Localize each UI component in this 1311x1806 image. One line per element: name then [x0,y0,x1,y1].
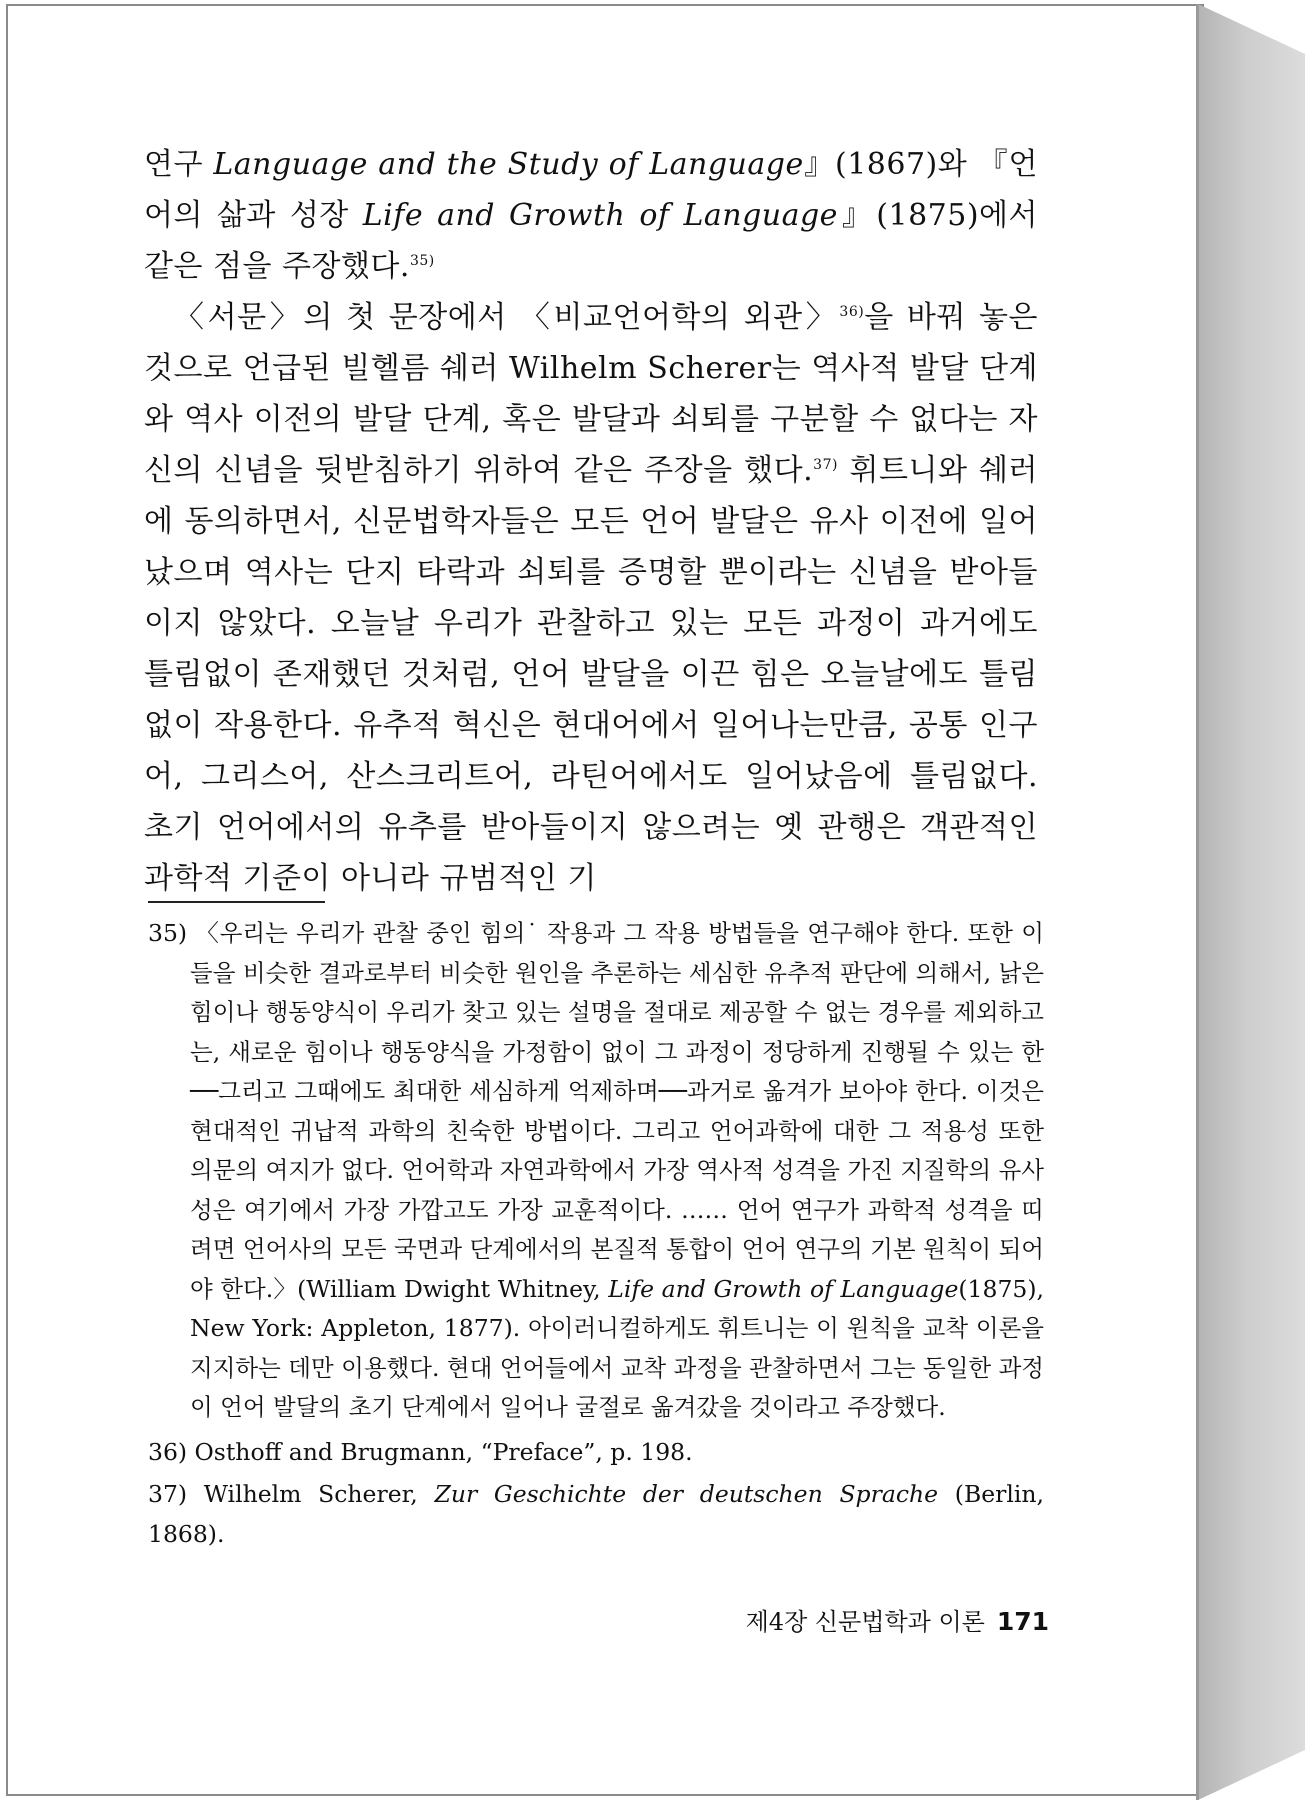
text-run: 』(1875)에서 같은 점을 주장했다. [144,198,1039,284]
page-edge [1196,4,1199,1800]
paragraph-1 [144,139,1038,292]
title-italic: Language and the Study of Language [213,147,804,182]
text-run: 35) 〈우리는 우리가 관찰 중인 힘의˙ 작용과 그 작용 방법들을 연구해야 한다. 또한 이들을 비슷한 결과로부터 비슷한 원인을 추론하는 세심한 유추적 판단에 의해서, 낡은 힘이나 행동양식이 우리가 찾고 있는 설명을 절대로 제공할 수 없는 경우를 제외하고는, 새로운 힘이나 행동양식을 가정함이 없이 그 과정이 정당하게 진행될 수 있는 한──그리고 그때에도 최대한 세심하게 억제하며──과거로 옮겨가 보아야 한다. 이것은 현대적인 귀납적 과학의 친숙한 방법이다. 그리고 언어과학에 대한 그 적용성 또한 의문의 여지가 없다. 언어학과 자연과학에서 가장 역사적 성격을 가진 지질학의 유사성은 여기에서 가장 가깝고도 가장 교훈적이다. …… 언어 연구가 과학적 성격을 띠려면 언어사의 모든 국면과 단계에서의 본질적 통합이 언어 연구의 기본 원칙이 되어야 한다.〉(William Dwight Whitney, [148,919,1045,1303]
footnote-35 [148,914,1044,1428]
book-page [6,4,1204,1796]
footnote-ref-35[interactable]: 35) [409,253,435,269]
footnote-37 [148,1474,1044,1554]
running-footer [728,1602,1049,1637]
page-number: 171 [996,1607,1049,1636]
text-run: 휘트니와 쉐러에 동의하면서, 신문법학자들은 모든 언어 발달은 유사 이전에 일어났으며 역사는 단지 타락과 쇠퇴를 증명할 뿐이라는 신념을 받아들이지 않았다. 오늘날 우리가 관찰하고 있는 모든 과정이 과거에도 틀림없이 존재했던 것처럼, 언어 발달을 이끈 힘은 오늘날에도 틀림없이 작용한다. 유추적 혁신은 현대어에서 일어나는만큼, 공통 인구어, 그리스어, 산스크리트어, 라틴어에서도 일어났음에 틀림없다. 초기 언어에서의 유추를 받아들이지 않으려는 옛 관행은 객관적인 과학적 기준이 아니라 규범적인 기 [144,453,1039,896]
text-run: (Berlin, 1868). [148,1479,1045,1548]
title-italic: Life and Growth of Language [608,1274,959,1303]
text-run: 』(1867)와 『언어의 삶과 성장 [144,147,1038,233]
footnote-ref-37[interactable]: 37) [813,457,838,473]
text-run: 을 바꿔 놓은 것으로 언급된 빌헬름 쉐러 Wilhelm Scherer는 역사적 발달 단계와 역사 이전의 발달 단계, 혹은 발달과 쇠퇴를 구분할 수 없다는 자신의 신념을 뒷받침하기 위하여 같은 주장을 했다. [144,300,1038,488]
text-run: 〈서문〉의 첫 문장에서 〈비교언어학의 외관〉 [174,300,840,335]
footnote-36: 36) Osthoff and Brugmann, “Preface”, p. 198. [148,1437,693,1466]
book-spine [1198,4,1305,1800]
title-italic: Zur Geschichte der deutschen Sprache [434,1479,939,1508]
footnote-divider [148,901,325,903]
text-run: (1875), New York: Appleton, 1877). 아이러니컬하게도 휘트니는 이 원칙을 교착 이론을 지지하는 데만 이용했다. 현대 언어들에서 교착 과정을 관찰하면서 그는 동일한 과정이 언어 발달의 초기 단계에서 일어나 굴절로 옮겨갔을 것이라고 주장했다. [190,1274,1045,1421]
text-run: 37) Wilhelm Scherer, [148,1479,435,1508]
main-text [144,139,1038,904]
text-run: 연구 [144,147,214,182]
title-italic: Life and Growth of Language [362,198,838,233]
paragraph-2 [144,292,1038,904]
footnote-ref-36[interactable]: 36) [839,304,865,320]
chapter-title: 제4장 신문법학과 이론 [745,1608,985,1636]
footnotes [148,914,1044,1554]
